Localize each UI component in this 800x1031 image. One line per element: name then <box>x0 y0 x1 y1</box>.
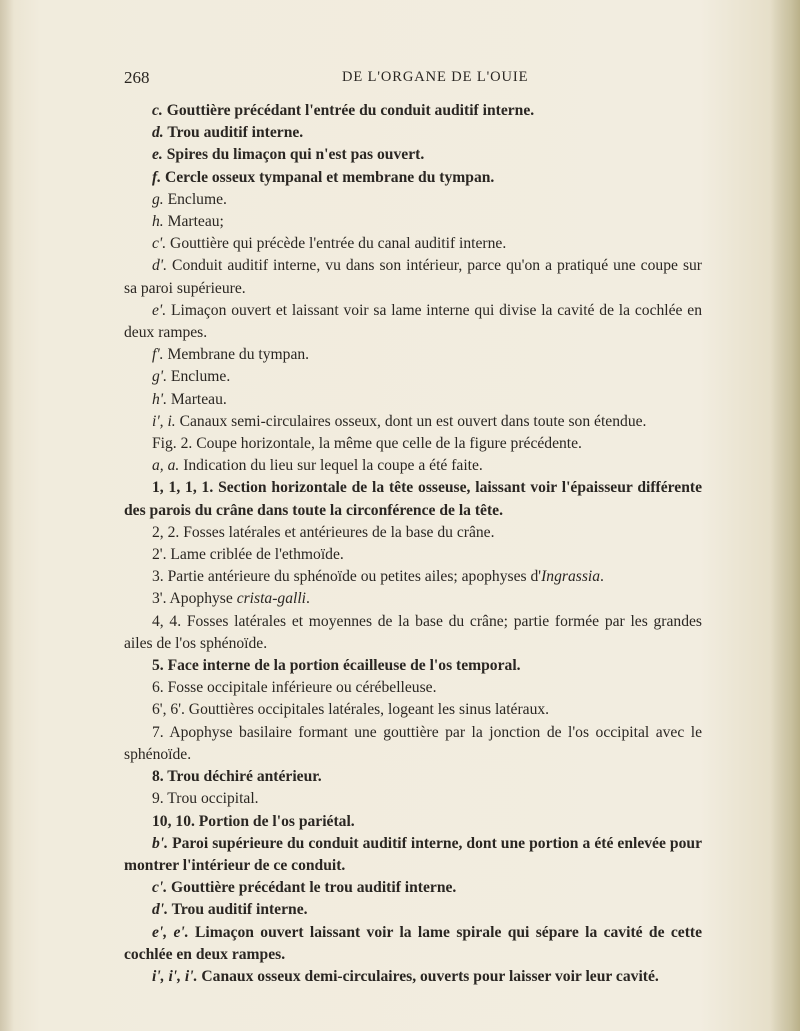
legend-entry <box>124 389 702 411</box>
entry-text: Indication du lieu sur lequel la coupe a été faite. <box>179 457 483 475</box>
legend-entry <box>124 833 702 877</box>
legend-entry <box>124 366 702 388</box>
entry-text: 1, 1, 1, 1. Section horizontale de la tête osseuse, laissant voir l'épaisseur différente des parois du crâne dans toute la circonférence de la tête. <box>124 479 702 519</box>
entry-text: Gouttière précédant le trou auditif interne. <box>167 879 457 897</box>
legend-entry <box>124 677 702 699</box>
entry-text: Canaux osseux demi-circulaires, ouverts pour laisser voir leur cavité. <box>197 967 659 985</box>
entry-text: Trou auditif interne. <box>168 901 308 919</box>
entry-text: 3'. Apophyse <box>152 590 237 608</box>
page-number: 268 <box>124 68 150 87</box>
legend-entry <box>124 344 702 366</box>
legend-entry <box>124 455 702 477</box>
entry-label: i', i', i'. <box>152 967 198 985</box>
entry-text: Cercle osseux tympanal et membrane du tympan. <box>161 168 495 186</box>
entry-text: Fig. 2. Coupe horizontale, la même que celle de la figure précédente. <box>152 435 582 453</box>
entry-label: d'. <box>152 257 168 275</box>
entry-text: 2, 2. Fosses latérales et antérieures de la base du crâne. <box>152 523 495 541</box>
entry-label: d. <box>152 124 164 142</box>
entry-text: Conduit auditif interne, vu dans son intérieur, parce qu'on a pratiqué une coupe sur sa paroi supérieure. <box>124 257 702 297</box>
legend-entry <box>124 233 702 255</box>
figure-legend <box>124 100 702 988</box>
entry-label: g'. <box>152 368 168 386</box>
entry-text: 10, 10. Portion de l'os pariétal. <box>152 812 355 830</box>
running-title: DE L'ORGANE DE L'OUIE <box>342 69 529 85</box>
page-header <box>124 68 704 92</box>
entry-text: Membrane du tympan. <box>163 346 310 364</box>
legend-entry <box>124 144 702 166</box>
legend-entry <box>124 411 702 433</box>
entry-label: c'. <box>152 235 167 253</box>
entry-label: h'. <box>152 390 168 408</box>
legend-entry <box>124 189 702 211</box>
entry-text: Canaux semi-circulaires osseux, dont un est ouvert dans toute son étendue. <box>175 412 647 430</box>
entry-italic-term: Ingrassia <box>541 568 601 586</box>
entry-text: Limaçon ouvert laissant voir la lame spirale qui sépare la cavité de cette cochlée en deux rampes. <box>124 923 702 963</box>
entry-text: Marteau; <box>163 213 224 231</box>
entry-text: 2'. Lame criblée de l'ethmoïde. <box>152 546 344 564</box>
legend-entry <box>124 811 702 833</box>
legend-entry <box>124 167 702 189</box>
entry-label: b'. <box>152 834 169 852</box>
entry-text: 7. Apophyse basilaire formant une gouttière par la jonction de l'os occipital avec le sphénoïde. <box>124 723 702 763</box>
legend-entry <box>124 899 702 921</box>
legend-entry <box>124 433 702 455</box>
entry-label: e'. <box>152 301 167 319</box>
legend-entry <box>124 100 702 122</box>
entry-label: g. <box>152 190 164 208</box>
legend-entry <box>124 788 702 810</box>
entry-text: 6. Fosse occipitale inférieure ou cérébelleuse. <box>152 679 437 697</box>
entry-tail: . <box>600 568 604 586</box>
legend-entry <box>124 300 702 344</box>
entry-label: e. <box>152 146 163 164</box>
entry-tail: . <box>306 590 310 608</box>
entry-text: Trou auditif interne. <box>163 124 304 142</box>
legend-entry <box>124 588 702 610</box>
entry-text: Limaçon ouvert et laissant voir sa lame interne qui divise la cavité de la cochlée en deux rampes. <box>124 301 702 342</box>
entry-text: Gouttière précédant l'entrée du conduit auditif interne. <box>162 102 535 119</box>
entry-text: Gouttière qui précède l'entrée du canal auditif interne. <box>166 235 507 253</box>
entry-text: Marteau. <box>167 390 227 408</box>
legend-entry <box>124 611 702 655</box>
entry-text: Enclume. <box>163 190 227 208</box>
legend-entry <box>124 211 702 233</box>
legend-entry <box>124 566 702 588</box>
entry-label: f. <box>152 168 162 186</box>
legend-entry <box>124 966 702 988</box>
legend-entry <box>124 722 702 766</box>
legend-entry <box>124 766 702 788</box>
legend-entry <box>124 544 702 566</box>
entry-label: c'. <box>152 879 168 897</box>
entry-text: 5. Face interne de la portion écailleuse de l'os temporal. <box>152 657 521 675</box>
binding-shadow <box>0 0 14 1031</box>
entry-text: 8. Trou déchiré antérieur. <box>152 768 322 786</box>
entry-label: e', e'. <box>152 923 189 941</box>
entry-text: 9. Trou occipital. <box>152 790 259 808</box>
entry-text: 3. Partie antérieure du sphénoïde ou petites ailes; apophyses d' <box>152 568 542 586</box>
entry-text: Spires du limaçon qui n'est pas ouvert. <box>162 146 425 164</box>
legend-entry <box>124 122 702 144</box>
legend-entry <box>124 255 702 299</box>
entry-italic-term: crista-galli <box>236 590 306 608</box>
entry-text: Enclume. <box>167 368 231 386</box>
legend-entry <box>124 877 702 899</box>
entry-label: i', i. <box>152 412 176 430</box>
entry-label: f'. <box>152 346 164 364</box>
entry-text: 6', 6'. Gouttières occipitales latérales, logeant les sinus latéraux. <box>152 701 550 719</box>
legend-entry <box>124 922 702 966</box>
page-edge <box>770 0 800 1031</box>
entry-text: 4, 4. Fosses latérales et moyennes de la base du crâne; partie formée par les grandes ailes de l'os sphénoïde. <box>124 612 702 652</box>
entry-label: d'. <box>152 901 169 919</box>
legend-entry <box>124 522 702 544</box>
legend-entry <box>124 655 702 677</box>
entry-text: Paroi supérieure du conduit auditif interne, dont une portion a été enlevée pour montrer l'intérieur de ce conduit. <box>124 834 702 874</box>
entry-label: h. <box>152 213 164 231</box>
legend-entry <box>124 699 702 721</box>
entry-label: c. <box>152 102 163 119</box>
entry-label: a, a. <box>152 457 180 475</box>
legend-entry <box>124 477 702 521</box>
